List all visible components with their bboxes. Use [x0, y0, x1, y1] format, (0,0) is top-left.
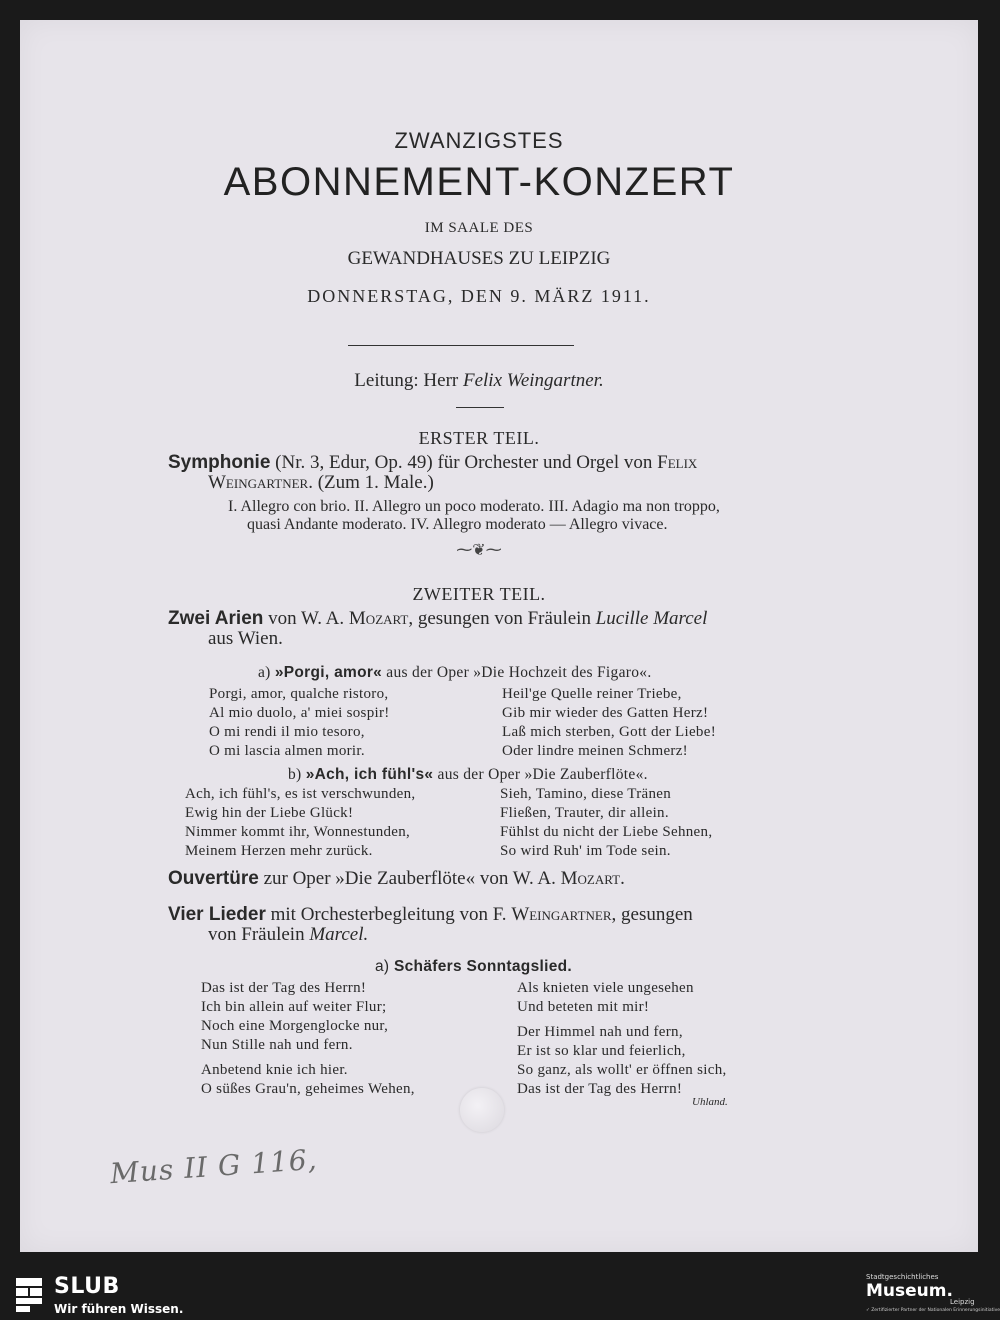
aria-b-right-line: Fließen, Trauter, dir allein. [500, 805, 669, 821]
aria-b-left-line: Ewig hin der Liebe Glück! [185, 805, 354, 821]
symphony-line1 [168, 452, 697, 474]
symphony-composer-first: Felix [657, 452, 698, 473]
arias-composer: Mozart [348, 608, 409, 629]
museum-logo-text[interactable]: Museum. [866, 1281, 953, 1301]
song-a-right-line: Als knieten viele ungesehen [517, 980, 694, 996]
song-a-right-line: Das ist der Tag des Herrn! [517, 1081, 683, 1097]
song-a-author: Uhland. [692, 1096, 728, 1108]
arias-singer: Lucille Marcel [595, 608, 708, 629]
slub-logo-icon [14, 1276, 44, 1314]
song-a-left-line: Ich bin allein auf weiter Flur; [201, 999, 387, 1015]
song-a-heading [375, 958, 572, 976]
aria-a-right-line: Laß mich sterben, Gott der Liebe! [502, 724, 716, 740]
aria-a-heading [258, 664, 652, 682]
overture-composer: Mozart. [560, 868, 625, 889]
lieder-line2 [208, 924, 368, 946]
ornament-divider: ⁓❦⁓ [456, 540, 502, 559]
arias-sung-by: , gesungen von Fräulein [408, 608, 596, 629]
lieder-line1 [168, 904, 693, 926]
aria-b-label: b) [288, 766, 306, 783]
aria-a-right-line: Gib mir wieder des Gatten Herz! [502, 705, 709, 721]
song-a-left-line: Anbetend knie ich hier. [201, 1062, 348, 1078]
lieder-sung: , gesungen [611, 904, 693, 925]
part1-heading: ERSTER TEIL. [418, 428, 540, 448]
symphony-detail: (Nr. 3, Edur, Op. 49) für Orchester und Orgel von [270, 452, 658, 473]
aria-a-opera: aus der Oper »Die Hochzeit des Figaro«. [382, 664, 652, 681]
aria-a-left-line: Al mio duolo, a' miei sospir! [209, 705, 390, 721]
symphony-premiere-note: (Zum 1. Male.) [312, 472, 434, 493]
heading-venue-line2: GEWANDHAUSES ZU LEIPZIG [347, 248, 611, 269]
header-divider [348, 345, 574, 346]
aria-b-title: »Ach, ich fühl's« [305, 766, 434, 783]
aria-a-right-line: Heil'ge Quelle reiner Triebe, [502, 686, 682, 702]
aria-b-right-line: So wird Ruh' im Tode sein. [500, 843, 671, 859]
conductor-divider [456, 407, 504, 408]
overture-title: Ouvertüre [168, 868, 259, 889]
aria-b-heading [288, 766, 648, 784]
museum-partner-note: ✓ Zertifizierter Partner der Nationalen Erinnerungsinitiative [866, 1308, 1000, 1313]
footer-tagline: Wir führen Wissen. [54, 1302, 184, 1316]
footer-library-name[interactable]: SLUB [54, 1274, 120, 1299]
arias-line2: aus Wien. [208, 628, 283, 649]
song-a-left-line: Das ist der Tag des Herrn! [201, 980, 367, 996]
embossed-seal [460, 1088, 504, 1132]
conductor-name: Felix Weingartner. [462, 370, 604, 391]
museum-city: Leipzig [950, 1298, 975, 1306]
conductor-prefix: Leitung: Herr [354, 370, 463, 391]
aria-b-left-line: Nimmer kommt ihr, Wonnestunden, [185, 824, 411, 840]
lieder-singer-prefix: von Fräulein [208, 924, 310, 945]
song-a-left-line: Nun Stille nah und fern. [201, 1037, 353, 1053]
arias-title: Zwei Arien [168, 608, 264, 629]
aria-a-title: »Porgi, amor« [274, 664, 383, 681]
symphony-movements-line2: quasi Andante moderato. IV. Allegro moderato — Allegro vivace. [247, 516, 668, 533]
symphony-title: Symphonie [168, 452, 271, 473]
lieder-singer: Marcel. [309, 924, 369, 945]
aria-a-right-line: Oder lindre meinen Schmerz! [502, 743, 688, 759]
song-a-right-line: Und beteten mit mir! [517, 999, 650, 1015]
lieder-composer: Weingartner [511, 904, 612, 925]
lieder-detail: mit Orchesterbegleitung von F. [265, 904, 512, 925]
aria-b-right-line: Fühlst du nicht der Liebe Sehnen, [500, 824, 713, 840]
aria-a-left-line: Porgi, amor, qualche ristoro, [209, 686, 389, 702]
aria-a-left-line: O mi rendi il mio tesoro, [209, 724, 365, 740]
song-a-right-line: Der Himmel nah und fern, [517, 1024, 683, 1040]
conductor-line [0, 370, 958, 392]
song-a-left-line: O süßes Grau'n, geheimes Wehen, [201, 1081, 415, 1097]
symphony-line2 [208, 472, 434, 494]
song-a-title: Schäfers Sonntagslied. [394, 958, 573, 975]
overture-line [168, 868, 625, 890]
handwritten-shelfmark: Mus II G 116, [109, 1142, 319, 1191]
symphony-composer-last: Weingartner. [208, 472, 313, 493]
symphony-movements-line1: I. Allegro con brio. II. Allegro un poco moderato. III. Adagio ma non troppo, [228, 498, 720, 515]
lieder-title: Vier Lieder [168, 904, 266, 925]
song-a-label: a) [375, 958, 394, 975]
concert-date: DONNERSTAG, DEN 9. MÄRZ 1911. [307, 286, 651, 306]
song-a-left-line: Noch eine Morgenglocke nur, [201, 1018, 389, 1034]
heading-venue-line1: IM SAALE DES [424, 220, 534, 236]
part2-heading: ZWEITER TEIL. [412, 584, 546, 604]
aria-b-left-line: Meinem Herzen mehr zurück. [185, 843, 373, 859]
song-a-right-line: So ganz, als wollt' er öffnen sich, [517, 1062, 727, 1078]
heading-title: ABONNEMENT-KONZERT [223, 160, 735, 204]
aria-b-left-line: Ach, ich fühl's, es ist verschwunden, [185, 786, 416, 802]
arias-by: von W. A. [263, 608, 349, 629]
aria-b-right-line: Sieh, Tamino, diese Tränen [500, 786, 672, 802]
museum-label-small: Stadtgeschichtliches [866, 1273, 939, 1281]
aria-a-label: a) [258, 664, 275, 681]
aria-b-opera: aus der Oper »Die Zauberflöte«. [433, 766, 648, 783]
song-a-right-line: Er ist so klar und feierlich, [517, 1043, 686, 1059]
arias-line1 [168, 608, 707, 630]
aria-a-left-line: O mi lascia almen morir. [209, 743, 365, 759]
overture-detail: zur Oper »Die Zauberflöte« von W. A. [258, 868, 561, 889]
heading-ordinal: ZWANZIGSTES [394, 128, 564, 153]
